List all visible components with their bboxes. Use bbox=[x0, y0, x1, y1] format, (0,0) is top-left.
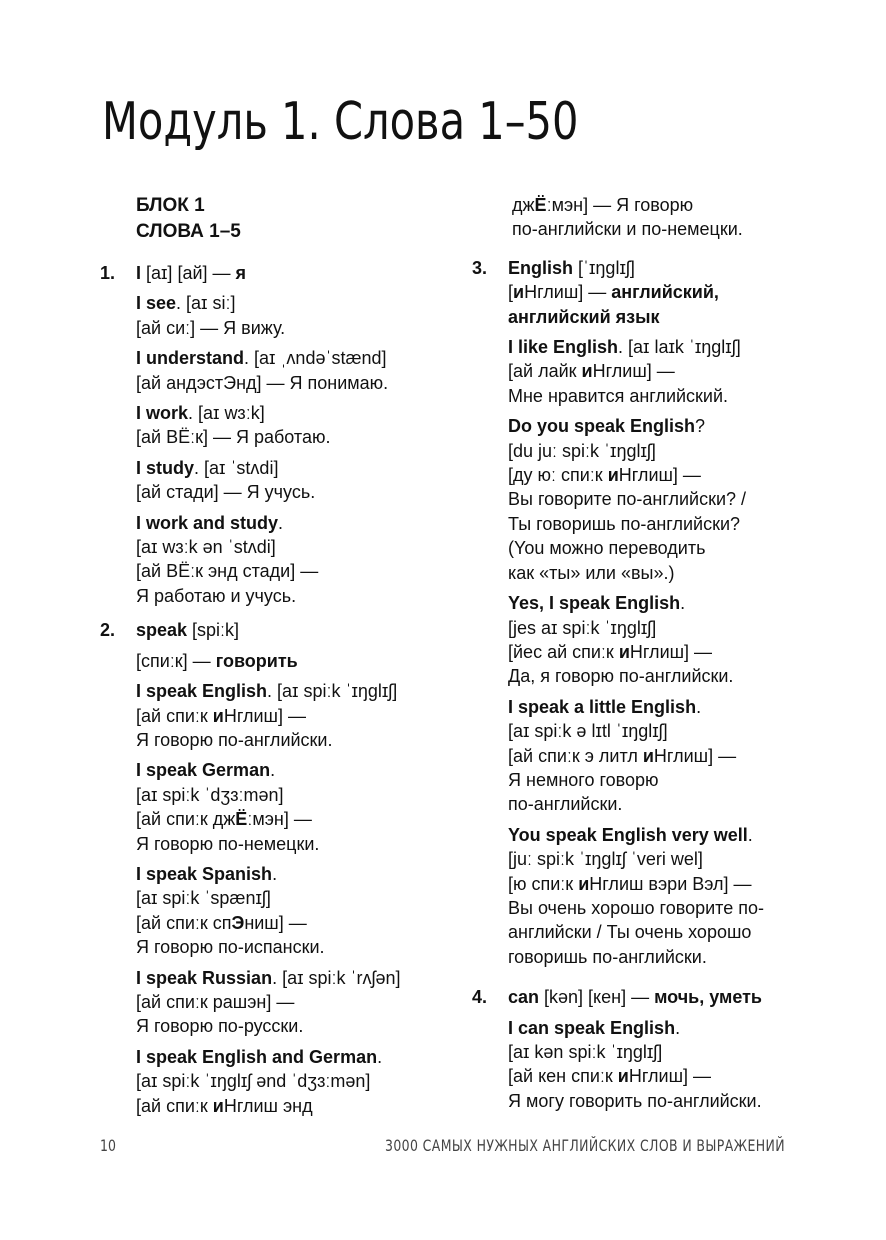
example-phrase: I speak Russian bbox=[136, 967, 273, 988]
example-pronunciation bbox=[136, 911, 460, 935]
example-phrase: I see bbox=[136, 293, 177, 314]
example-punct: . bbox=[747, 824, 753, 845]
example-translation: Я говорю по-английски. bbox=[136, 729, 333, 750]
example-punct: . bbox=[696, 696, 702, 717]
example bbox=[136, 679, 460, 752]
stress-mark: и bbox=[212, 1095, 224, 1116]
example bbox=[136, 401, 460, 450]
example-ipa: . [aɪ spiːk ˈɪŋglɪʃ] bbox=[267, 681, 398, 702]
example-note: как «ты» или «вы».) bbox=[508, 562, 675, 583]
example-ipa: . [aɪ ˌʌndəˈstænd] bbox=[244, 348, 387, 369]
example-phrase: I speak English and German bbox=[136, 1046, 378, 1067]
example bbox=[136, 758, 460, 856]
right-column bbox=[472, 193, 832, 1123]
example-punct: . bbox=[270, 760, 276, 781]
example-translation: [ай ВЁːк] — Я работаю. bbox=[136, 427, 331, 448]
example-punct: . bbox=[675, 1017, 681, 1038]
stress-mark: и bbox=[607, 465, 619, 486]
example-phrase: I speak Spanish bbox=[136, 863, 273, 884]
example-translation: Я говорю по-немецки. bbox=[136, 833, 320, 854]
example-ipa: . [aɪ wɜːk] bbox=[188, 403, 265, 424]
example-ipa: [aɪ kən spiːk ˈɪŋglɪʃ] bbox=[508, 1042, 663, 1062]
headword: English bbox=[508, 257, 574, 278]
example-pronunciation: [ай ВЁːк энд стади] — bbox=[136, 561, 319, 582]
example bbox=[508, 414, 832, 585]
pron-part: [ай спиːк bbox=[136, 1095, 213, 1116]
pron-part: Нглиш] — bbox=[524, 282, 612, 303]
translation: мочь, уметь bbox=[654, 987, 762, 1008]
example-phrase: I like English bbox=[508, 337, 619, 358]
pron-part: [ай спиːк bbox=[136, 705, 213, 726]
example-translation: Я говорю по-испански. bbox=[136, 937, 325, 958]
word-entry-3 bbox=[472, 256, 832, 969]
transcription: [spiːk] bbox=[187, 620, 240, 641]
example-translation: Мне нравится английский. bbox=[508, 385, 729, 406]
translation: я bbox=[235, 263, 247, 283]
example-translation: Я работаю и учусь. bbox=[136, 585, 297, 606]
word-entry-1 bbox=[100, 261, 460, 608]
example-note: (You можно переводить bbox=[508, 538, 706, 559]
entry-headword bbox=[136, 261, 460, 285]
entry-pronunciation bbox=[136, 649, 460, 673]
pronunciation: [спиːк] — bbox=[136, 650, 216, 671]
example-translation: Ты говоришь по-английски? bbox=[508, 513, 741, 534]
module-title: Модуль 1. Слова 1–50 bbox=[102, 92, 579, 152]
example-phrase: I study bbox=[136, 457, 195, 478]
example-pronunciation bbox=[508, 359, 832, 383]
example bbox=[136, 1045, 460, 1118]
example-pronunciation bbox=[508, 640, 832, 664]
pron-part: Нглиш] — bbox=[628, 1066, 712, 1087]
example bbox=[136, 862, 460, 960]
example-translation: Да, я говорю по-английски. bbox=[508, 666, 734, 687]
example-ipa: [aɪ spiːk ˈɪŋglɪʃ ənd ˈdʒɜːmən] bbox=[136, 1071, 371, 1092]
example-pronunciation bbox=[508, 463, 832, 487]
pron-part: дж bbox=[512, 195, 535, 215]
continued-example bbox=[472, 193, 832, 242]
example-punct: . bbox=[377, 1046, 383, 1067]
example bbox=[136, 966, 460, 1039]
example-phrase: You speak English very well bbox=[508, 824, 748, 845]
stress-mark: и bbox=[578, 873, 590, 894]
example bbox=[508, 823, 832, 969]
example-pronunciation bbox=[508, 1064, 832, 1088]
example-phrase: I can speak English bbox=[508, 1017, 676, 1038]
example-phrase: I speak a little English bbox=[508, 696, 697, 717]
example-pronunciation bbox=[136, 1094, 460, 1118]
example-translation: английски / Ты очень хорошо bbox=[508, 922, 752, 943]
translation: английский, bbox=[611, 282, 719, 303]
example bbox=[136, 456, 460, 505]
entry-translation-cont bbox=[508, 305, 832, 329]
example-phrase: I work and study bbox=[136, 512, 279, 533]
example bbox=[508, 695, 832, 817]
headword: speak bbox=[136, 620, 188, 641]
pron-part: [ай спиːк дж bbox=[136, 809, 236, 830]
example-ipa: [aɪ wɜːk ən ˈstʌdi] bbox=[136, 537, 276, 558]
pron-part: Нглиш энд bbox=[223, 1095, 313, 1116]
pron-part: [ай кен спиːк bbox=[508, 1066, 618, 1087]
transcription: [kən] [кен] — bbox=[539, 987, 655, 1008]
example-translation: Я говорю по-русски. bbox=[136, 1016, 304, 1037]
example-pronunciation: [ай спиːк рашэн] — bbox=[136, 991, 295, 1012]
headword: can bbox=[508, 987, 540, 1008]
stress-mark: и bbox=[513, 282, 525, 303]
example-ipa: . [aɪ ˈstʌdi] bbox=[194, 457, 279, 478]
example-phrase: I work bbox=[136, 403, 189, 424]
stress-mark: Э bbox=[231, 912, 245, 933]
stress-mark: Ё bbox=[534, 195, 547, 215]
example bbox=[136, 346, 460, 395]
example-pronunciation bbox=[508, 744, 832, 768]
pron-part: [ай лайк bbox=[508, 361, 582, 382]
example-pronunciation bbox=[512, 193, 832, 217]
example bbox=[508, 335, 832, 408]
pron-part: Нглиш] — bbox=[629, 641, 713, 662]
example-punct: . bbox=[272, 863, 278, 884]
example-ipa: . [aɪ spiːk ˈrʌʃən] bbox=[272, 967, 401, 988]
pron-part: [ bbox=[508, 282, 514, 303]
example-ipa: [aɪ spiːk ˈdʒɜːmən] bbox=[136, 784, 284, 805]
example-translation: говоришь по-английски. bbox=[508, 946, 707, 967]
pron-part: [ду юː спиːк bbox=[508, 465, 608, 486]
pron-part: Нглиш] — bbox=[618, 465, 701, 486]
example-ipa: [aɪ spiːk ˈspænɪʃ] bbox=[136, 888, 271, 909]
translation: английский язык bbox=[508, 306, 660, 327]
example-phrase: Yes, I speak English bbox=[508, 593, 681, 614]
left-column bbox=[100, 193, 460, 1128]
stress-mark: и bbox=[618, 641, 630, 662]
pron-part: ːмэн] — bbox=[247, 809, 312, 830]
stress-mark: и bbox=[642, 745, 654, 766]
block-number: БЛОК 1 bbox=[136, 195, 205, 216]
example bbox=[508, 591, 832, 689]
example-translation: Вы говорите по-английски? / bbox=[508, 489, 747, 510]
headword: I bbox=[136, 263, 142, 283]
example bbox=[508, 1016, 832, 1114]
example-ipa: [aɪ spiːk ə lɪtl ˈɪŋglɪʃ] bbox=[508, 721, 668, 742]
example-pronunciation bbox=[136, 807, 460, 831]
pron-part: [йес ай спиːк bbox=[508, 641, 619, 662]
page-number: 10 bbox=[100, 1136, 116, 1155]
entry-number: 3. bbox=[472, 257, 488, 278]
example-translation: Я немного говорю bbox=[508, 769, 659, 790]
stress-mark: Ё bbox=[235, 809, 248, 830]
pron-part: [ю спиːк bbox=[508, 873, 579, 894]
example-ipa: [jes aɪ spiːk ˈɪŋglɪʃ] bbox=[508, 617, 657, 638]
block-heading bbox=[100, 193, 460, 245]
example-punct: ? bbox=[695, 416, 706, 437]
example-translation: по-английски и по-немецки. bbox=[512, 219, 743, 240]
entry-pronunciation bbox=[508, 280, 832, 304]
entry-number: 2. bbox=[100, 620, 116, 641]
pron-part: ːмэн] — Я говорю bbox=[546, 195, 694, 215]
example-punct: . bbox=[278, 512, 284, 533]
example-phrase: I understand bbox=[136, 348, 245, 369]
example-translation: Я могу говорить по-английски. bbox=[508, 1090, 762, 1111]
example-ipa: [juː spiːk ˈɪŋglɪʃ ˈveri wel] bbox=[508, 849, 703, 870]
stress-mark: и bbox=[617, 1066, 629, 1087]
example bbox=[136, 291, 460, 340]
entry-number: 4. bbox=[472, 987, 488, 1008]
example-phrase: I speak German bbox=[136, 760, 271, 781]
entry-headword bbox=[508, 985, 832, 1009]
example-pronunciation bbox=[136, 704, 460, 728]
pron-part: Нглиш] — bbox=[592, 361, 675, 382]
example-phrase: Do you speak English bbox=[508, 416, 696, 437]
block-range: СЛОВА 1–5 bbox=[136, 221, 241, 242]
example-pronunciation bbox=[508, 872, 832, 896]
pron-part: Нглиш] — bbox=[653, 745, 737, 766]
transcription: [ˈɪŋglɪʃ] bbox=[573, 257, 635, 278]
pron-part: Нглиш] — bbox=[223, 705, 306, 726]
example-translation: [ай сиː] — Я вижу. bbox=[136, 317, 286, 338]
example-ipa: . [aɪ laɪk ˈɪŋglɪʃ] bbox=[618, 337, 741, 358]
example-translation: Вы очень хорошо говорите по- bbox=[508, 897, 764, 918]
stress-mark: и bbox=[212, 705, 224, 726]
transcription: [aɪ] [ай] — bbox=[141, 263, 236, 283]
word-entry-4 bbox=[472, 985, 832, 1113]
example-translation: по-английски. bbox=[508, 794, 623, 815]
example bbox=[136, 511, 460, 609]
pron-part: [ай спиːк сп bbox=[136, 912, 232, 933]
pron-part: Нглиш вэри Вэл] — bbox=[589, 873, 752, 894]
pron-part: ниш] — bbox=[244, 912, 307, 933]
example-ipa: [du juː spiːk ˈɪŋglɪʃ] bbox=[508, 440, 656, 461]
translation: говорить bbox=[215, 650, 298, 671]
pron-part: [ай спиːк э литл bbox=[508, 745, 643, 766]
entry-headword bbox=[508, 256, 832, 280]
word-entry-2 bbox=[100, 618, 460, 1118]
example-phrase: I speak English bbox=[136, 681, 268, 702]
running-title: 3000 САМЫХ НУЖНЫХ АНГЛИЙСКИХ СЛОВ И ВЫРАЖЕНИЙ bbox=[385, 1136, 785, 1155]
example-ipa: . [aɪ siː] bbox=[176, 293, 236, 314]
entry-number: 1. bbox=[100, 263, 116, 283]
stress-mark: и bbox=[581, 361, 593, 382]
entry-headword bbox=[136, 618, 460, 642]
example-punct: . bbox=[680, 593, 686, 614]
example-translation: [ай стади] — Я учусь. bbox=[136, 482, 316, 503]
example-translation: [ай андэстЭнд] — Я понимаю. bbox=[136, 372, 389, 393]
